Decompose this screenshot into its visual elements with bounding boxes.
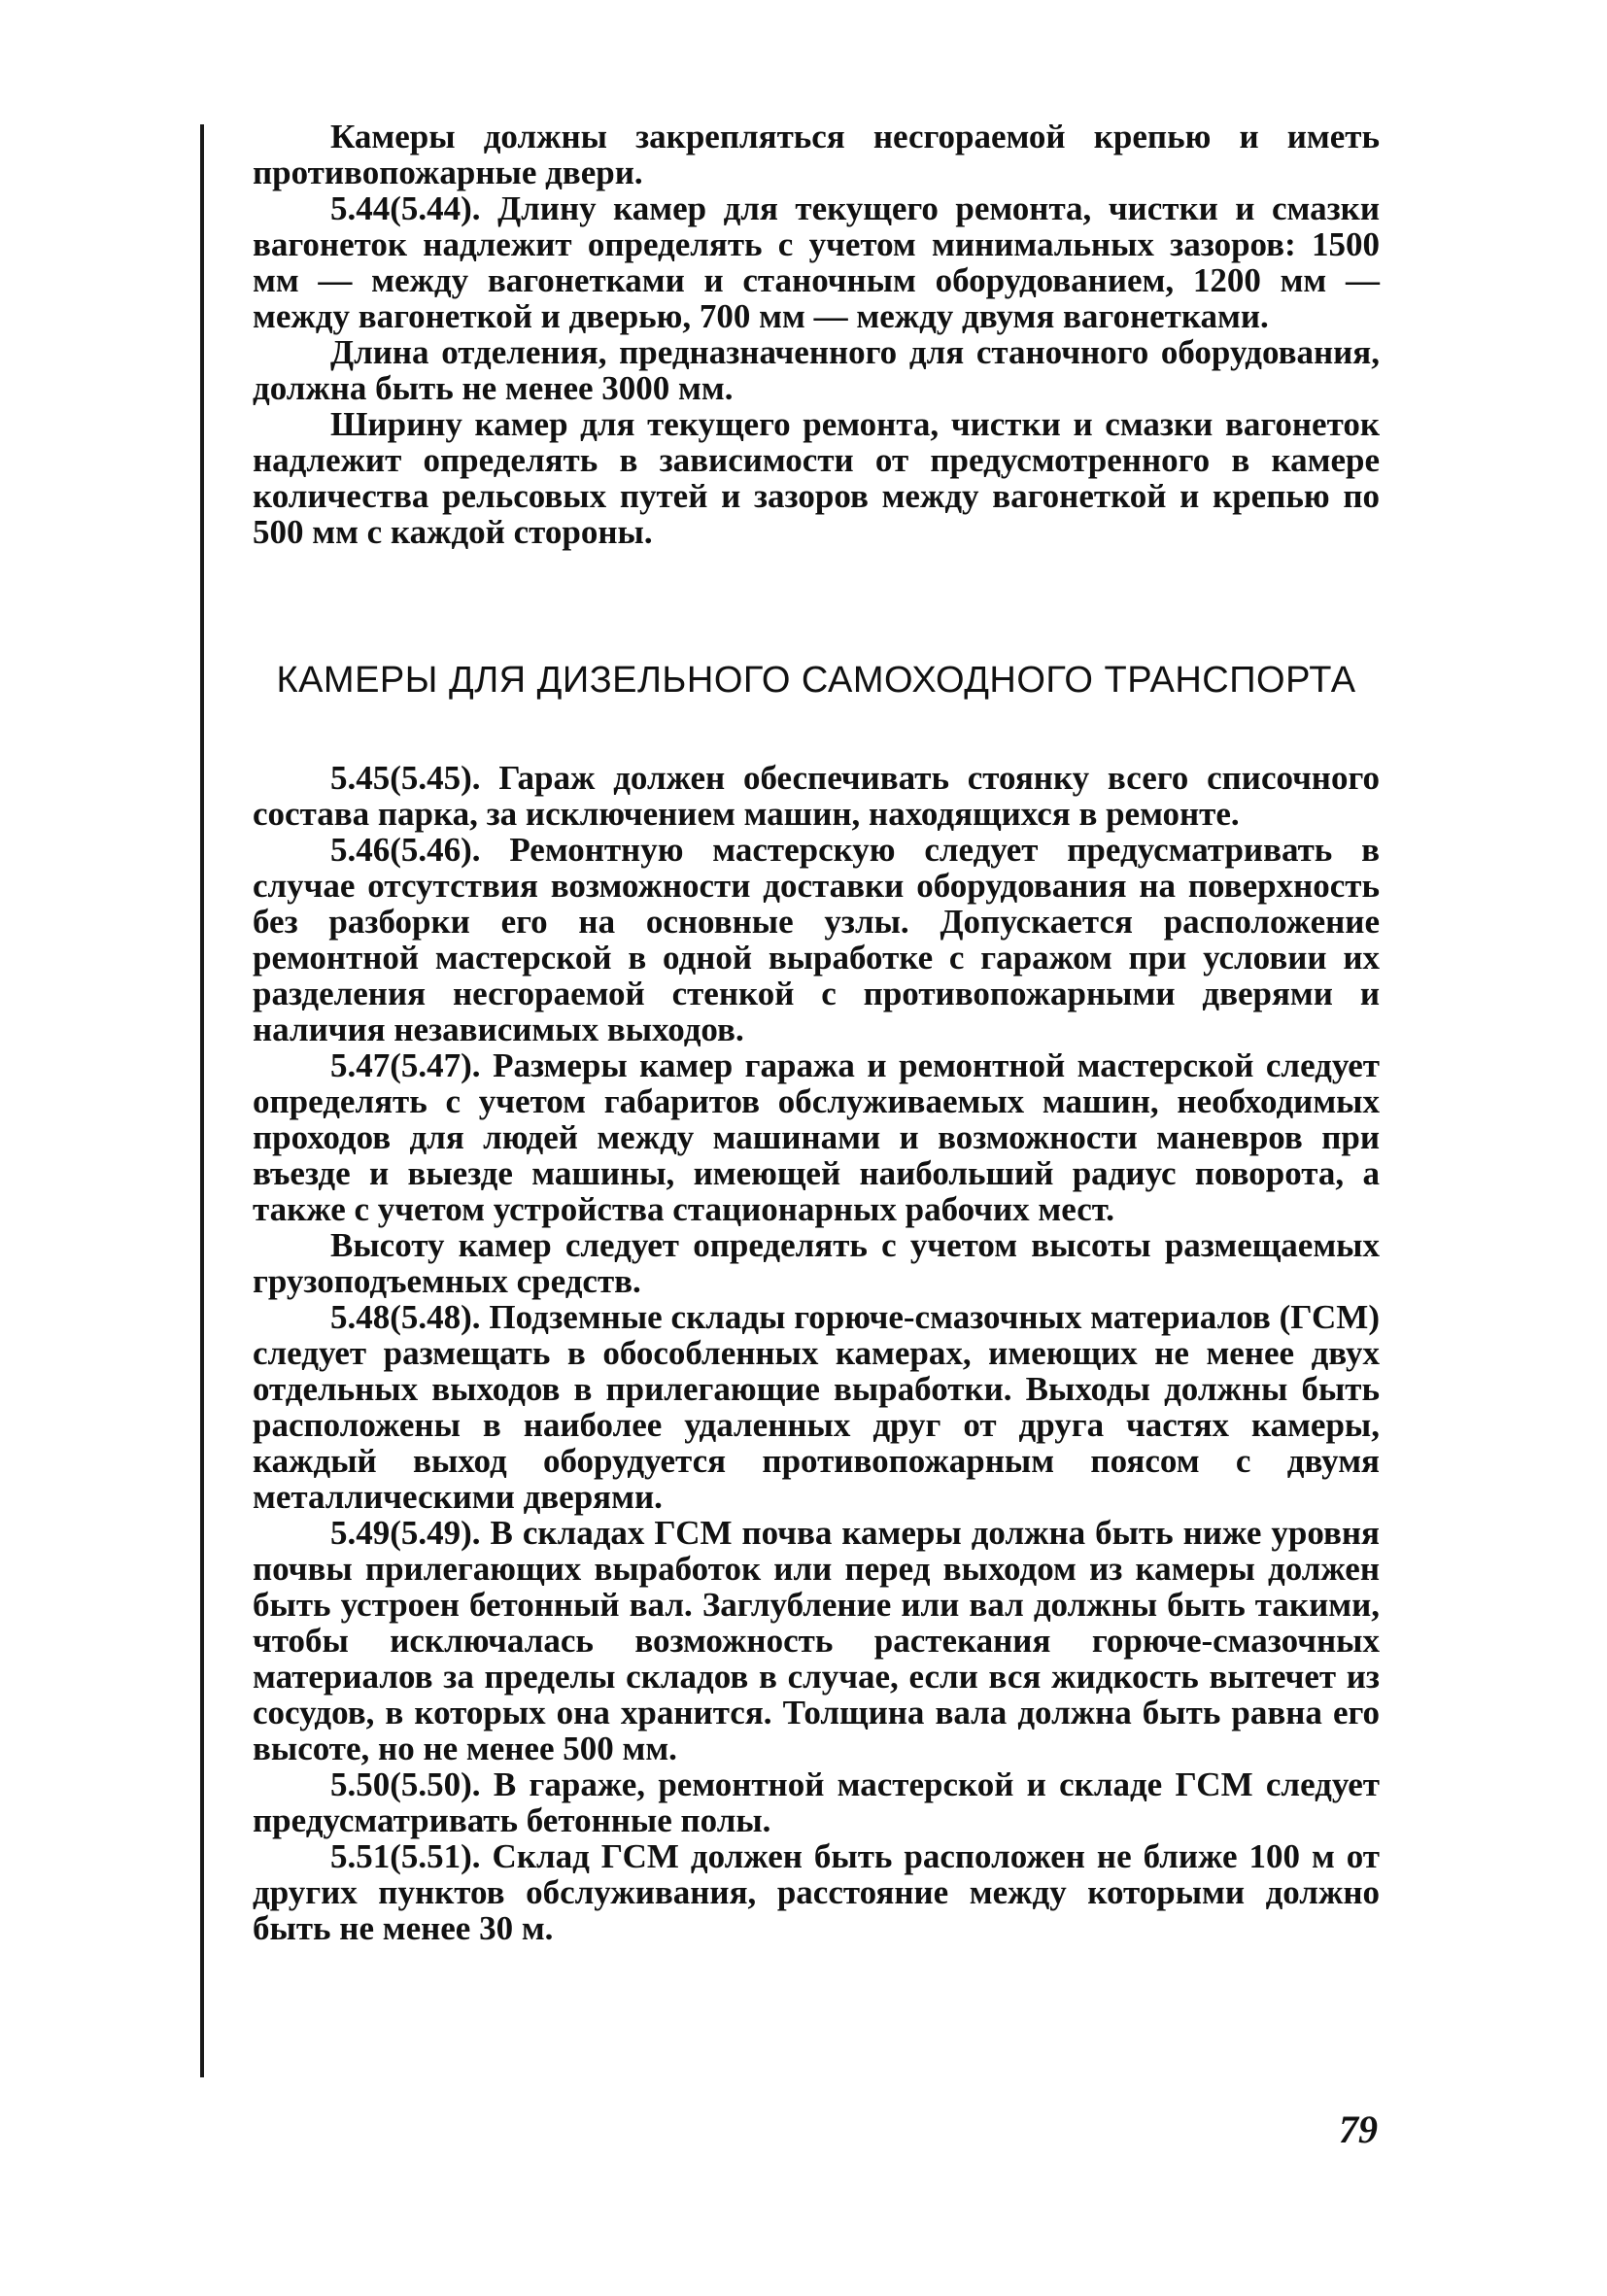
paragraph-text: Длину камер для текущего ремонта, чистки и смазки вагонеток надлежит определять с учетом минимальных зазоров: 1500 мм — между вагонетками и станочным оборудованием, 1200 мм — между вагонеткой и дверью, 700 мм — между двумя вагонетками. bbox=[253, 189, 1380, 335]
paragraph bbox=[253, 1047, 1380, 1227]
paragraph-text: Ширину камер для текущего ремонта, чистки и смазки вагонеток надлежит определять в зависимости от предусмотренного в камере количества рельсовых путей и зазоров между вагонеткой и крепью по 500 мм с каждой стороны. bbox=[253, 405, 1380, 551]
document-page bbox=[253, 119, 1380, 1946]
paragraph-text: Ремонтную мастерскую следует предусматривать в случае отсутствия возможности доставки оборудования на поверхность без разборки его на основные узлы. Допускается расположение ремонтной мастерской в одной выработке с гаражом при условии их разделения несгораемой стенкой с противопожарными дверями и наличия независимых выходов. bbox=[253, 831, 1380, 1048]
clause-number: 5.50(5.50). bbox=[330, 1765, 481, 1803]
clause-number: 5.46(5.46). bbox=[330, 831, 481, 869]
paragraph-text: Длина отделения, предназначенного для станочного оборудования, должна быть не менее 3000 мм. bbox=[253, 333, 1380, 407]
clause-number: 5.45(5.45). bbox=[330, 759, 481, 797]
paragraph-text: Склад ГСМ должен быть расположен не ближе 100 м от других пунктов обслуживания, расстояние между которыми должно быть не менее 30 м. bbox=[253, 1837, 1380, 1947]
paragraph-text: Камеры должны закрепляться несгораемой крепью и иметь противопожарные двери. bbox=[253, 118, 1380, 191]
paragraph bbox=[253, 760, 1380, 832]
paragraph bbox=[253, 1515, 1380, 1766]
clause-number: 5.49(5.49). bbox=[330, 1514, 481, 1552]
clause-number: 5.47(5.47). bbox=[330, 1046, 481, 1084]
paragraph-text: В складах ГСМ почва камеры должна быть ниже уровня почвы прилегающих выработок или перед выходом из камеры должен быть устроен бетонный вал. Заглубление или вал должны быть такими, чтобы исключалась возможность растекания горюче-смазочных материалов за пределы складов в случае, если вся жидкость вытечет из сосудов, в которых она хранится. Толщина вала должна быть равна его высоте, но не менее 500 мм. bbox=[253, 1514, 1380, 1767]
paragraph bbox=[253, 190, 1380, 334]
clause-number: 5.44(5.44). bbox=[330, 189, 481, 227]
paragraph bbox=[253, 832, 1380, 1047]
paragraph bbox=[253, 1766, 1380, 1838]
paragraph bbox=[253, 1299, 1380, 1515]
paragraph-text: Подземные склады горюче-смазочных материалов (ГСМ) следует размещать в обособленных камерах, имеющих не менее двух отдельных выходов в прилегающие выработки. Выходы должны быть расположены в наиболее удаленных друг от друга частях камеры, каждый выход оборудуется противопожарным поясом с двумя металлическими дверями. bbox=[253, 1298, 1380, 1516]
page-number: 79 bbox=[1339, 2108, 1378, 2151]
margin-rule bbox=[200, 124, 204, 2077]
paragraph-text: Высоту камер следует определять с учетом высоты размещаемых грузоподъемных средств. bbox=[253, 1226, 1380, 1300]
clause-number: 5.48(5.48). bbox=[330, 1298, 481, 1336]
section-top bbox=[253, 119, 1380, 550]
paragraph bbox=[253, 334, 1380, 406]
paragraph bbox=[253, 1838, 1380, 1946]
paragraph-text: В гараже, ремонтной мастерской и складе ГСМ следует предусматривать бетонные полы. bbox=[253, 1765, 1380, 1839]
clause-number: 5.51(5.51). bbox=[330, 1837, 481, 1875]
paragraph-text: Гараж должен обеспечивать стоянку всего списочного состава парка, за исключением машин, находящихся в ремонте. bbox=[253, 759, 1380, 833]
section-heading: КАМЕРЫ ДЛЯ ДИЗЕЛЬНОГО САМОХОДНОГО ТРАНСПОРТА bbox=[276, 660, 1356, 701]
paragraph bbox=[253, 406, 1380, 550]
paragraph bbox=[253, 119, 1380, 190]
paragraph-text: Размеры камер гаража и ремонтной мастерской следует определять с учетом габаритов обслуживаемых машин, необходимых проходов для людей между машинами и возможности маневров при въезде и выезде машины, имеющей наибольший радиус поворота, а также с учетом устройства стационарных рабочих мест. bbox=[253, 1046, 1380, 1228]
paragraph bbox=[253, 1227, 1380, 1299]
section-diesel bbox=[253, 760, 1380, 1946]
